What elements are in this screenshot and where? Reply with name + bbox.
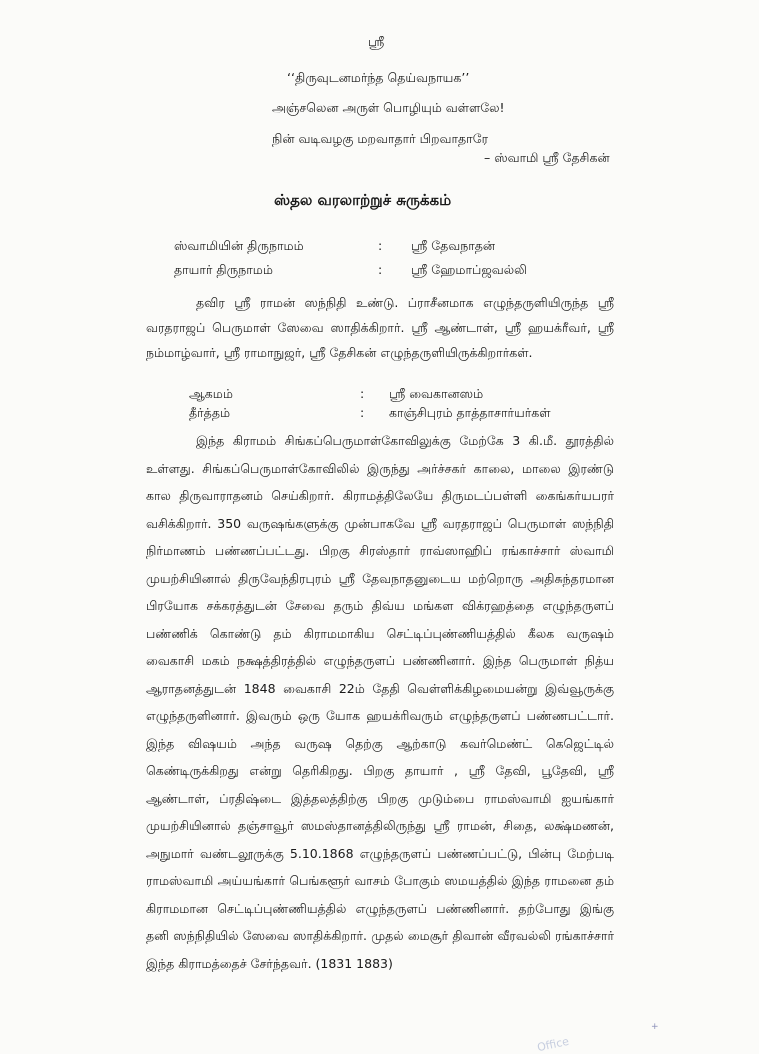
- verse-line-3: நின் வடிவழகு மறவாதார் பிறவாதாரே: [272, 131, 489, 146]
- details-value-2: காஞ்சிபுரம் தாத்தாசார்யர்கள்: [389, 405, 551, 420]
- details-colon-1: :: [360, 386, 365, 401]
- names-key-2: தாயார் திருநாமம்: [174, 262, 273, 277]
- history-paragraph-text: இந்த கிராமம் சிங்கப்பெருமாள்கோவிலுக்கு மேற்கே 3 கி.மீ. தூரத்தில் உள்ளது. சிங்கப்பெருமாள்கோவிலில் இருந்து அர்ச்சகர் காலை, மாலை இரண்டு கால திருவாராதனம் செய்கிறார். கிராமத்திலேயே திருமடப்பள்ளி கைங்கர்யபரர் வசிக்கிறார். 350 வருஷங்களுக்கு முன்பாகவே ஸ்ரீ வரதராஜப் பெருமாள் ஸந்நிதி நிர்மாணம் பண்ணப்பட்டது. பிறகு சிரஸ்தார் ராவ்ஸாஹிப் ரங்காச்சார் ஸ்வாமி முயற்சியினால் திருவேந்திரபுரம் ஸ்ரீ தேவநாதனுடைய மற்றொரு அதிசுந்தரமான பிரயோக சக்கரத்துடன் சேவை தரும் திவ்ய மங்கள விக்ரஹத்தை எழுந்தருளப் பண்ணிக் கொண்டு தம் கிராமமாகிய செட்டிப்புண்ணியத்தில் கீலக வருஷம் வைகாசி மகம் நக்ஷத்திரத்தில் எழுந்தருளப் பண்ணினார். இந்த பெருமாள் நித்ய ஆராதனத்துடன் 1848 வைகாசி 22ம் தேதி வெள்ளிக்கிழமையன்று இவ்வூருக்கு எழுந்தருளினார். இவரும் ஒரு யோக ஹயக்ரிவரும் எழுந்தருளப் பண்ணபட்டார். இந்த விஷயம் அந்த வருஷ தெற்கு ஆற்காடு கவர்மெண்ட் கெஜெட்டில் கெண்டிருக்கிறது என்று தெரிகிறது. பிறகு தாயார் , ஸ்ரீ தேவி, பூதேவி, ஸ்ரீ ஆண்டாள், ப்ரதிஷ்டை இத்தலத்திற்கு பிறகு முடும்பை ராமஸ்வாமி ஐயங்கார் முயற்சியினால் தஞ்சாவூர் ஸமஸ்தானத்திலிருந்து ஸ்ரீ ராமன், சிதை, லக்ஷ்மணன், அநுமார் வண்டலூருக்கு 5.10.1868 எழுந்தருளப் பண்ணப்பட்டு, பின்பு மேற்படி ராமஸ்வாமி அய்யங்கார் பெங்களூர் வாசம் போகும் ஸமயத்தில் இந்த ராமனை தம் கிராமமான செட்டிப்புண்ணியத்தில் எழுந்தருளப் பண்ணினார். தற்போது இங்கு தனி ஸந்நிதியில் ஸேவை ஸாதிக்கிறார். முதல் மைசூர் திவான் வீரவல்லி ரங்காச்சார் இந்த கிராமத்தைச் சேர்ந்தவர். (1831 1883): [146, 433, 614, 971]
- names-colon-1: :: [378, 238, 383, 253]
- details-key-1: ஆகமம்: [189, 386, 233, 401]
- names-value-1: ஸ்ரீ தேவநாதன்: [411, 238, 496, 253]
- details-key-2: தீர்த்தம்: [189, 405, 231, 420]
- details-value-1: ஸ்ரீ வைகானஸம்: [389, 386, 484, 401]
- office-stamp: Office: [535, 1034, 571, 1054]
- intro-paragraph: [146, 290, 614, 365]
- verse-line-1: ‘‘திருவுடனமர்ந்த தெய்வநாயக’’: [287, 70, 470, 85]
- details-colon-2: :: [360, 405, 365, 420]
- invocation: ஸ்ரீ: [368, 34, 385, 49]
- names-key-1: ஸ்வாமியின் திருநாமம்: [174, 238, 304, 253]
- history-paragraph: [146, 427, 614, 977]
- intro-paragraph-text: தவிர ஸ்ரீ ராமன் ஸந்நிதி உண்டு. ப்ராசீனமாக எழுந்தருளியிருந்த ஸ்ரீ வரதராஜப் பெருமாள் ஸேவை ஸாதிக்கிறார். ஸ்ரீ ஆண்டாள், ஸ்ரீ ஹயக்ரீவர், ஸ்ரீ நம்மாழ்வார், ஸ்ரீ ராமாநுஜர், ஸ்ரீ தேசிகன் எழுந்தருளியிருக்கிறார்கள்.: [146, 295, 614, 360]
- names-colon-2: :: [378, 262, 383, 277]
- page-title: ஸ்தல வரலாற்றுச் சுருக்கம்: [274, 191, 452, 209]
- verse-attribution: – ஸ்வாமி ஸ்ரீ தேசிகன்: [484, 150, 610, 165]
- stamp-mark: +: [651, 1022, 659, 1032]
- names-value-2: ஸ்ரீ ஹேமாப்ஜவல்லி: [411, 262, 527, 277]
- verse-line-2: அஞ்சலென அருள் பொழியும் வள்ளலே!: [272, 100, 505, 115]
